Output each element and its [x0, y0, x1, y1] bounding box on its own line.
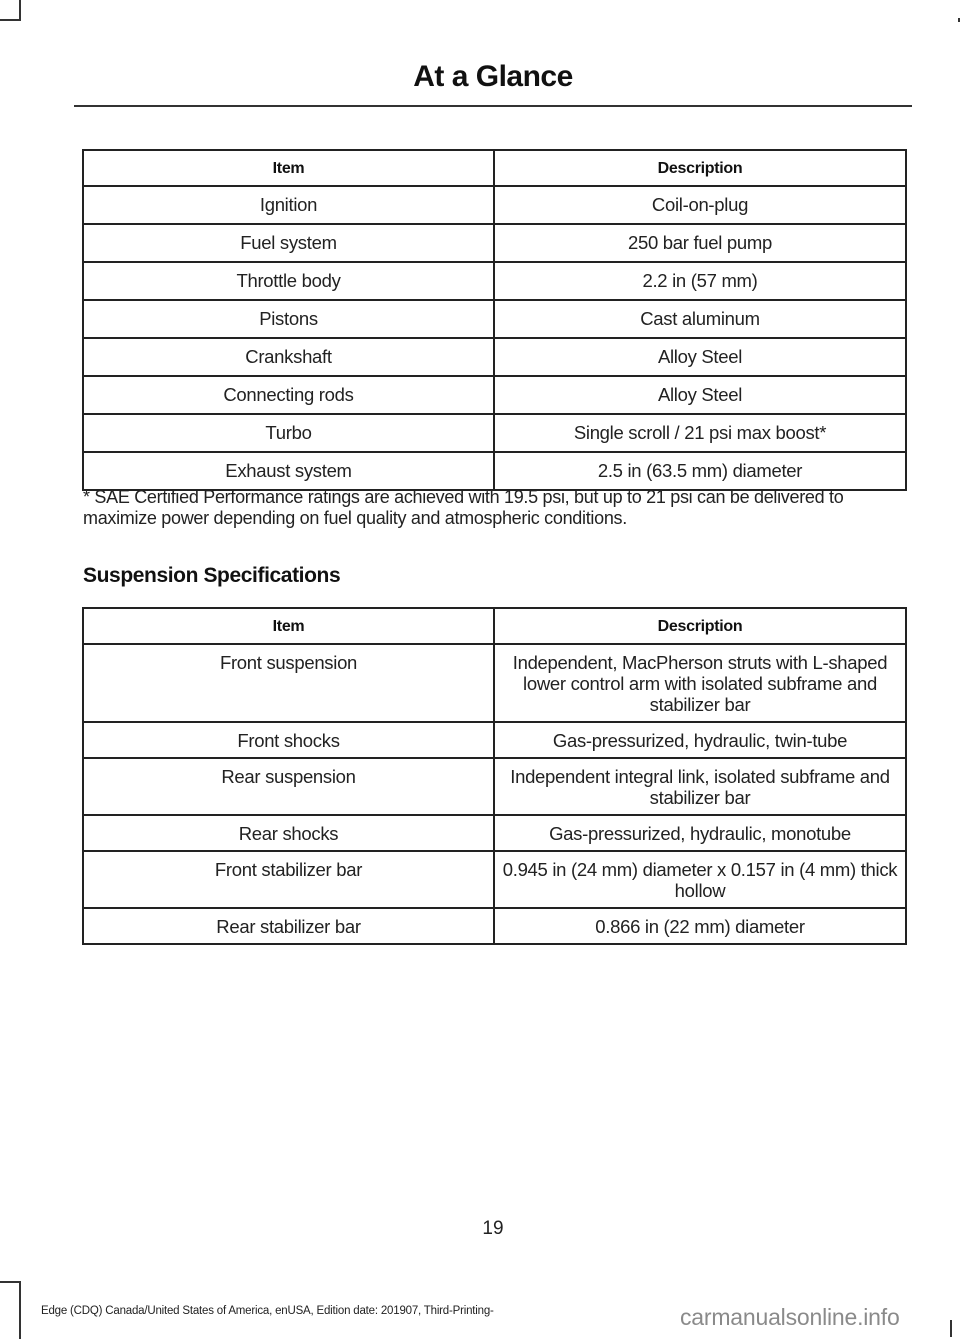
- table-row: [83, 815, 906, 851]
- cell-item: Front stabilizer bar: [83, 851, 494, 908]
- watermark: carmanualsonline.info: [680, 1304, 900, 1330]
- table-row: [83, 300, 906, 338]
- cell-item: Exhaust system: [83, 452, 494, 490]
- cell-description: Independent integral link, isolated subframe and stabilizer bar: [494, 758, 906, 815]
- footer-edition-text: Edge (CDQ) Canada/United States of America, enUSA, Edition date: 201907, Third-Printing-: [41, 1305, 494, 1317]
- cell-description: Alloy Steel: [494, 338, 906, 376]
- cell-item: Rear suspension: [83, 758, 494, 815]
- cell-description: Alloy Steel: [494, 376, 906, 414]
- page-header-title: At a Glance: [413, 60, 573, 93]
- cell-item: Pistons: [83, 300, 494, 338]
- table-header-row: [83, 150, 906, 186]
- table-row: [83, 851, 906, 908]
- table-row: [83, 644, 906, 722]
- cell-item: Rear shocks: [83, 815, 494, 851]
- table-row: [83, 722, 906, 758]
- section-title-suspension: Suspension Specifications: [83, 564, 341, 587]
- table-row: [83, 262, 906, 300]
- crop-mark-bottom-right: [950, 1320, 952, 1337]
- engine-spec-table: [82, 149, 907, 491]
- table-header-row: [83, 608, 906, 644]
- table-row: [83, 452, 906, 490]
- cell-item: Front shocks: [83, 722, 494, 758]
- column-header-item: Item: [83, 608, 494, 644]
- cell-description: 0.945 in (24 mm) diameter x 0.157 in (4 mm) thick hollow: [494, 851, 906, 908]
- table-row: [83, 224, 906, 262]
- crop-mark-top-left: [0, 0, 21, 21]
- cell-item: Fuel system: [83, 224, 494, 262]
- header-divider: [74, 105, 912, 107]
- cell-description: 2.5 in (63.5 mm) diameter: [494, 452, 906, 490]
- cell-item: Crankshaft: [83, 338, 494, 376]
- table-row: [83, 338, 906, 376]
- column-header-description: Description: [494, 608, 906, 644]
- cell-description: Single scroll / 21 psi max boost*: [494, 414, 906, 452]
- cell-item: Connecting rods: [83, 376, 494, 414]
- crop-mark-bottom-left: [0, 1281, 21, 1339]
- cell-description: Independent, MacPherson struts with L-shaped lower control arm with isolated subframe and stabilizer bar: [494, 644, 906, 722]
- cell-description: Cast aluminum: [494, 300, 906, 338]
- footnote: * SAE Certified Performance ratings are achieved with 19.5 psi, but up to 21 psi can be delivered to maximize power depending on fuel quality and atmospheric conditions.: [83, 487, 844, 528]
- table-row: [83, 414, 906, 452]
- column-header-item: Item: [83, 150, 494, 186]
- table-row: [83, 186, 906, 224]
- table-row: [83, 758, 906, 815]
- cell-description: Gas-pressurized, hydraulic, twin-tube: [494, 722, 906, 758]
- cell-description: 0.866 in (22 mm) diameter: [494, 908, 906, 944]
- cell-description: Coil-on-plug: [494, 186, 906, 224]
- cell-description: 2.2 in (57 mm): [494, 262, 906, 300]
- page-number: 19: [482, 1218, 504, 1239]
- table-row: [83, 908, 906, 944]
- cell-item: Rear stabilizer bar: [83, 908, 494, 944]
- suspension-spec-table: [82, 607, 907, 945]
- cell-item: Front suspension: [83, 644, 494, 722]
- cell-item: Turbo: [83, 414, 494, 452]
- cell-description: Gas-pressurized, hydraulic, monotube: [494, 815, 906, 851]
- cell-description: 250 bar fuel pump: [494, 224, 906, 262]
- column-header-description: Description: [494, 150, 906, 186]
- cell-item: Ignition: [83, 186, 494, 224]
- table-row: [83, 376, 906, 414]
- cell-item: Throttle body: [83, 262, 494, 300]
